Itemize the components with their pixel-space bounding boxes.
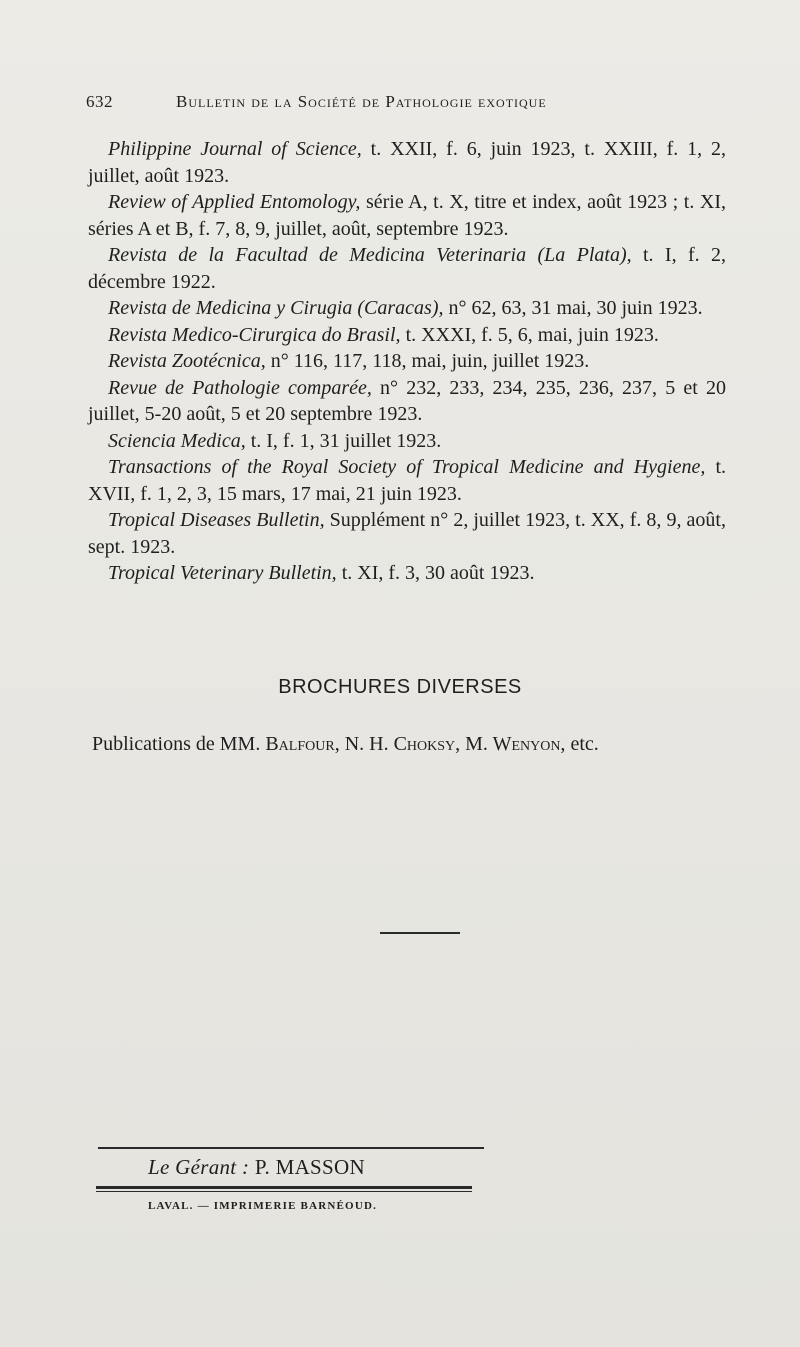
periodical-details: t. I, f. 2, décembre 1922.	[88, 244, 726, 293]
running-title: Bulletin de la Société de Pathologie exotique	[176, 92, 547, 111]
periodical-details: n° 116, 117, 118, mai, juin, juillet 1923.	[265, 350, 590, 372]
periodical-details: t. XVII, f. 1, 2, 3, 15 mars, 17 mai, 21 juin 1923.	[88, 456, 727, 505]
periodical-title: Revista de la Facultad de Medicina Veterinaria (La Plata),	[108, 244, 632, 266]
periodical-entry	[88, 454, 726, 507]
footer-rule-top	[98, 1147, 484, 1149]
section-divider	[380, 932, 460, 934]
publications-suffix: etc.	[565, 733, 599, 755]
gerant-name: P. MASSON	[254, 1155, 365, 1179]
publications-line	[92, 733, 732, 756]
periodical-details: t. XI, f. 3, 30 août 1923.	[336, 562, 535, 584]
page-number: 632	[86, 92, 113, 111]
publications-prefix: Publications de MM.	[92, 733, 266, 755]
periodical-title: Revue de Pathologie comparée,	[108, 376, 372, 399]
periodical-title: Revista Zootécnica,	[108, 350, 266, 372]
periodical-entry	[88, 560, 726, 587]
periodical-entry	[88, 295, 726, 322]
periodical-details: n° 232, 233, 234, 235, 236, 237, 5 et 20 juillet, 5-20 août, 5 et 20 septembre 1923.	[88, 376, 726, 425]
publications-authors: Balfour, N. H. Choksy, M. Wenyon,	[265, 733, 566, 755]
periodical-entry	[88, 375, 726, 428]
gerant-label: Le Gérant :	[148, 1155, 250, 1179]
periodical-entry	[88, 189, 726, 242]
periodical-details: t. I, f. 1, 31 juillet 1923.	[245, 429, 442, 452]
periodical-details: n° 62, 63, 31 mai, 30 juin 1923.	[443, 297, 703, 319]
periodical-title: Tropical Diseases Bulletin,	[108, 509, 325, 531]
periodical-title: Sciencia Medica,	[108, 429, 246, 452]
footer-rule-double	[96, 1186, 472, 1189]
periodical-details: série A, t. X, titre et index, août 1923 ; t. XI, séries A et B, f. 7, 8, 9, juillet, août, septembre 1923.	[88, 191, 726, 240]
periodical-details: t. XXII, f. 6, juin 1923, t. XXIII, f. 1, 2, juillet, août 1923.	[88, 138, 726, 187]
section-heading: BROCHURES DIVERSES	[278, 676, 522, 698]
periodical-entry	[88, 242, 726, 295]
gerant-line	[148, 1155, 365, 1180]
periodical-entry	[88, 348, 726, 375]
periodicals-list	[88, 136, 726, 587]
periodical-title: Review of Applied Entomology,	[108, 191, 361, 213]
periodical-title: Revista Medico-Cirurgica do Brasil,	[108, 323, 401, 346]
periodical-entry	[88, 322, 726, 349]
periodical-entry	[88, 136, 726, 189]
periodical-entry	[88, 507, 726, 560]
periodical-title: Tropical Veterinary Bulletin,	[108, 562, 337, 584]
periodical-title: Transactions of the Royal Society of Tropical Medicine and Hygiene,	[108, 456, 706, 478]
periodical-details: Supplément n° 2, juillet 1923, t. XX, f. 8, 9, août, sept. 1923.	[88, 509, 726, 558]
printer-imprint: LAVAL. — IMPRIMERIE BARNÉOUD.	[148, 1200, 378, 1212]
periodical-entry	[88, 428, 726, 455]
footer-rule-double-thin	[96, 1191, 472, 1192]
periodical-title: Revista de Medicina y Cirugia (Caracas),	[108, 297, 444, 319]
periodical-title: Philippine Journal of Science,	[108, 138, 362, 160]
periodical-details: t. XXXI, f. 5, 6, mai, juin 1923.	[400, 323, 659, 346]
